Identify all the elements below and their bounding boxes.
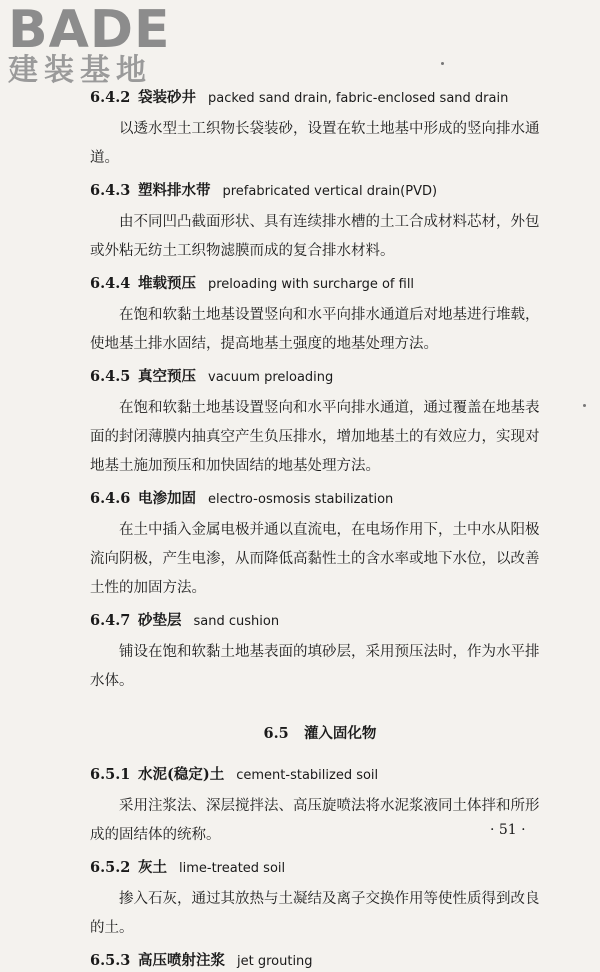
logo-wordmark: BADE: [8, 0, 171, 60]
term-entry: [90, 765, 550, 850]
logo-subtitle: 建装基地: [8, 53, 152, 88]
term-number: 6.4.6: [90, 490, 131, 507]
term-definition: 由不同凹凸截面形状、具有连续排水槽的土工合成材料芯材，外包或外粘无纺土工织物滤膜而成的复合排水材料。: [90, 214, 540, 259]
term-entry: [90, 274, 550, 359]
term-chinese: 水泥(稳定)土: [138, 766, 225, 783]
term-english: sand cushion: [193, 614, 280, 629]
term-entry: [90, 489, 550, 603]
term-chinese: 灰土: [138, 859, 167, 876]
term-number: 6.4.3: [90, 182, 131, 199]
scan-speck: [583, 404, 586, 407]
term-number: 6.5.2: [90, 859, 131, 876]
term-chinese: 塑料排水带: [138, 182, 211, 199]
term-english: lime-treated soil: [179, 861, 286, 876]
term-chinese: 堆载预压: [138, 275, 196, 292]
section-title: 灌入固化物: [303, 725, 377, 742]
term-english: packed sand drain, fabric-enclosed sand drain: [208, 91, 509, 106]
term-entry: [90, 611, 550, 696]
term-entry: [90, 951, 550, 972]
term-english: vacuum preloading: [208, 370, 334, 385]
term-number: 6.4.5: [90, 368, 131, 385]
term-chinese: 砂垫层: [138, 612, 182, 629]
term-chinese: 电渗加固: [138, 490, 196, 507]
term-entry: [90, 367, 550, 481]
document-body: [90, 88, 550, 972]
section-number: 6.5: [263, 725, 289, 742]
term-definition: 以透水型土工织物长袋装砂，设置在软土地基中形成的竖向排水通道。: [90, 121, 540, 166]
term-number: 6.5.3: [90, 952, 131, 969]
term-definition: 掺入石灰，通过其放热与土凝结及离子交换作用等使性质得到改良的土。: [90, 891, 540, 936]
term-definition: 在饱和软黏土地基设置竖向和水平向排水通道后对地基进行堆载，使地基土排水固结，提高地基土强度的地基处理方法。: [90, 307, 540, 352]
term-number: 6.4.2: [90, 89, 131, 106]
term-chinese: 袋装砂井: [138, 89, 196, 106]
term-definition: 采用注浆法、深层搅拌法、高压旋喷法将水泥浆液同土体拌和所形成的固结体的统称。: [90, 798, 540, 843]
term-definition: 铺设在饱和软黏土地基表面的填砂层，采用预压法时，作为水平排水体。: [90, 644, 540, 689]
term-definition: 在土中插入金属电极并通以直流电，在电场作用下，土中水从阳极流向阴极，产生电渗，从而降低高黏性土的含水率或地下水位，以改善土性的加固方法。: [90, 522, 540, 596]
term-english: prefabricated vertical drain(PVD): [222, 184, 438, 199]
term-entry: [90, 858, 550, 943]
scan-speck: [441, 62, 444, 65]
term-english: preloading with surcharge of fill: [208, 277, 415, 292]
term-number: 6.5.1: [90, 766, 131, 783]
term-definition: 在饱和软黏土地基设置竖向和水平向排水通道，通过覆盖在地基表面的封闭薄膜内抽真空产生负压排水，增加地基土的有效应力，实现对地基土施加预压和加快固结的地基处理方法。: [90, 400, 540, 474]
term-english: jet grouting: [237, 954, 313, 969]
term-number: 6.4.4: [90, 275, 131, 292]
term-number: 6.4.7: [90, 612, 131, 629]
term-entry: [90, 181, 550, 266]
term-entry: [90, 88, 550, 173]
entries-6-4: [90, 88, 550, 696]
entries-6-5: [90, 765, 550, 972]
term-chinese: 真空预压: [138, 368, 196, 385]
page-number: · 51 ·: [490, 822, 526, 838]
term-chinese: 高压喷射注浆: [138, 952, 225, 969]
section-heading: [90, 722, 550, 743]
term-english: electro-osmosis stabilization: [208, 492, 394, 507]
bade-logo: [8, 0, 188, 88]
term-english: cement-stabilized soil: [236, 768, 379, 783]
